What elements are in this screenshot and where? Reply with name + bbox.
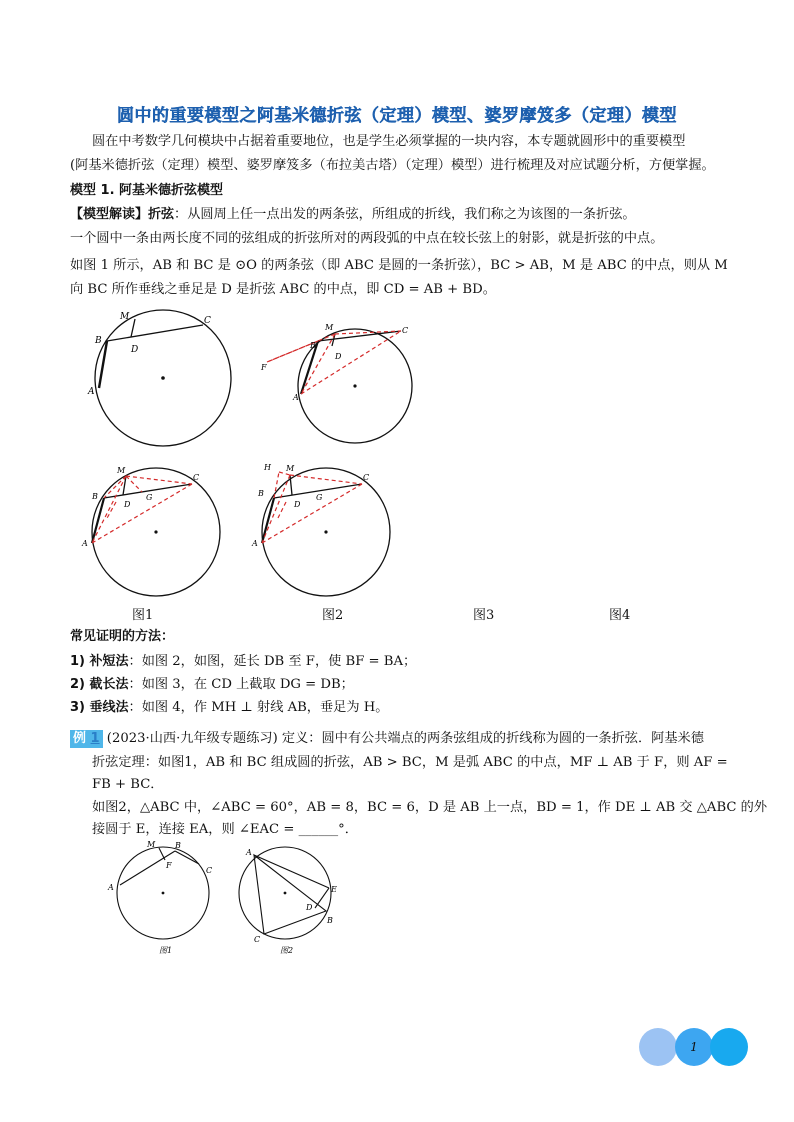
example-line-1 [70, 728, 704, 750]
svg-text:A: A [108, 883, 114, 892]
svg-text:B: B [310, 341, 316, 350]
svg-text:C: C [254, 935, 261, 944]
example-figure-2 [230, 838, 350, 958]
svg-text:M: M [286, 464, 295, 473]
svg-text:M: M [147, 840, 156, 849]
method-label: 1) 补短法 [70, 654, 129, 669]
model1-heading: 模型 1. 阿基米德折弦模型 [70, 183, 224, 198]
svg-text:G: G [316, 493, 323, 502]
svg-text:B: B [92, 492, 98, 501]
svg-text:E: E [331, 885, 337, 894]
intro-line-1: 圆在中考数学几何模块中占据着重要地位，也是学生必须掌握的一块内容，本专题就圆形中的重要模型 [92, 134, 686, 149]
svg-text:M: M [325, 323, 334, 332]
method-label: 3) 垂线法 [70, 700, 129, 715]
svg-text:F: F [261, 363, 267, 372]
figure-4 [250, 462, 400, 607]
svg-text:A: A [246, 848, 252, 857]
figure-2 [255, 318, 425, 448]
model1-line-4: 向 BC 所作垂线之垂足是 D 是折弦 ABC 的中点，即 CD = AB + BD。 [70, 282, 496, 297]
caption-figure-4: 图4 [609, 608, 631, 623]
method-item-3 [70, 698, 388, 718]
example-figure-1 [105, 838, 225, 958]
page-number: 1 [690, 1040, 698, 1054]
svg-text:B: B [175, 841, 181, 850]
method-text: ：如图 4，作 MH ⊥ 射线 AB，垂足为 H。 [128, 700, 389, 715]
example-tag: 例 1 [70, 730, 103, 748]
methods-heading: 常见证明的方法： [70, 629, 175, 644]
method-text: ：如图 2，如图，延长 DB 至 F，使 BF = BA； [128, 654, 417, 669]
intro-line-2: (阿基米德折弦（定理）模型、婆罗摩笈多（布拉美古塔）（定理）模型）进行梳理及对应试题分析，方便掌握。 [70, 158, 715, 173]
svg-text:D: D [131, 345, 139, 355]
svg-text:B: B [258, 489, 264, 498]
svg-text:M: M [120, 312, 130, 322]
figure-3 [80, 462, 230, 607]
svg-text:A: A [293, 393, 299, 402]
svg-text:A: A [82, 539, 88, 548]
svg-text:C: C [363, 473, 370, 482]
svg-text:B: B [327, 916, 333, 925]
model1-definition [70, 204, 636, 226]
svg-text:A: A [252, 539, 258, 548]
method-item-1 [70, 652, 416, 672]
definition-text: ：从圆周上任一点出发的两条弦，所组成的折线，我们称之为该图的一条折弦。 [174, 207, 636, 222]
method-text: ：如图 3，在 CD 上截取 DG = DB； [128, 677, 354, 692]
model1-line-3: 如图 1 所示，AB 和 BC 是 ⊙O 的两条弦（即 ABC 是圆的一条折弦），BC > AB，M 是 ABC 的中点，则从 M [70, 258, 728, 273]
caption-figure-3: 图3 [473, 608, 495, 623]
example-text-1: (2023·山西·九年级专题练习) 定义：圆中有公共端点的两条弦组成的折线称为圆的一条折弦．阿基米德 [106, 731, 704, 746]
svg-text:M: M [117, 466, 126, 475]
caption-figure-1: 图1 [132, 608, 154, 623]
svg-text:D: D [294, 500, 301, 509]
svg-text:G: G [146, 493, 153, 502]
method-label: 2) 截长法 [70, 677, 129, 692]
page-number-badge [634, 1023, 754, 1071]
example-fig2-caption: 图2 [280, 946, 294, 955]
example-line-3: FB + BC． [92, 777, 164, 792]
model1-line-2: 一个圆中一条由两长度不同的弦组成的折弦所对的两段弧的中点在较长弦上的射影，就是折弦的中点。 [70, 231, 664, 246]
svg-text:D: D [335, 352, 342, 361]
method-item-2 [70, 675, 354, 695]
caption-figure-2: 图2 [322, 608, 344, 623]
svg-text:B: B [95, 336, 102, 346]
svg-text:D: D [124, 500, 131, 509]
svg-text:D: D [306, 903, 313, 912]
svg-text:C: C [206, 866, 213, 875]
svg-text:C: C [402, 326, 409, 335]
page-title: 圆中的重要模型之阿基米德折弦（定理）模型、婆罗摩笈多（定理）模型 [117, 106, 677, 126]
example-line-2: 折弦定理：如图1，AB 和 BC 组成圆的折弦，AB > BC，M 是弧 ABC 的中点，MF ⊥ AB 于 F，则 AF = [92, 755, 728, 770]
definition-tag: 【模型解读】折弦 [70, 207, 175, 222]
example-line-4: 如图2，△ABC 中，∠ABC = 60°，AB = 8，BC = 6，D 是 AB 上一点，BD = 1，作 DE ⊥ AB 交 △ABC 的外 [92, 800, 768, 815]
example-fig1-caption: 图1 [159, 946, 173, 955]
svg-text:C: C [204, 316, 211, 326]
svg-text:F: F [166, 861, 172, 870]
figure-1 [85, 305, 240, 450]
example-line-5: 接圆于 E，连接 EA，则 ∠EAC = ______°． [92, 822, 358, 837]
svg-text:A: A [88, 387, 95, 397]
svg-text:C: C [193, 473, 200, 482]
svg-text:H: H [264, 463, 271, 472]
